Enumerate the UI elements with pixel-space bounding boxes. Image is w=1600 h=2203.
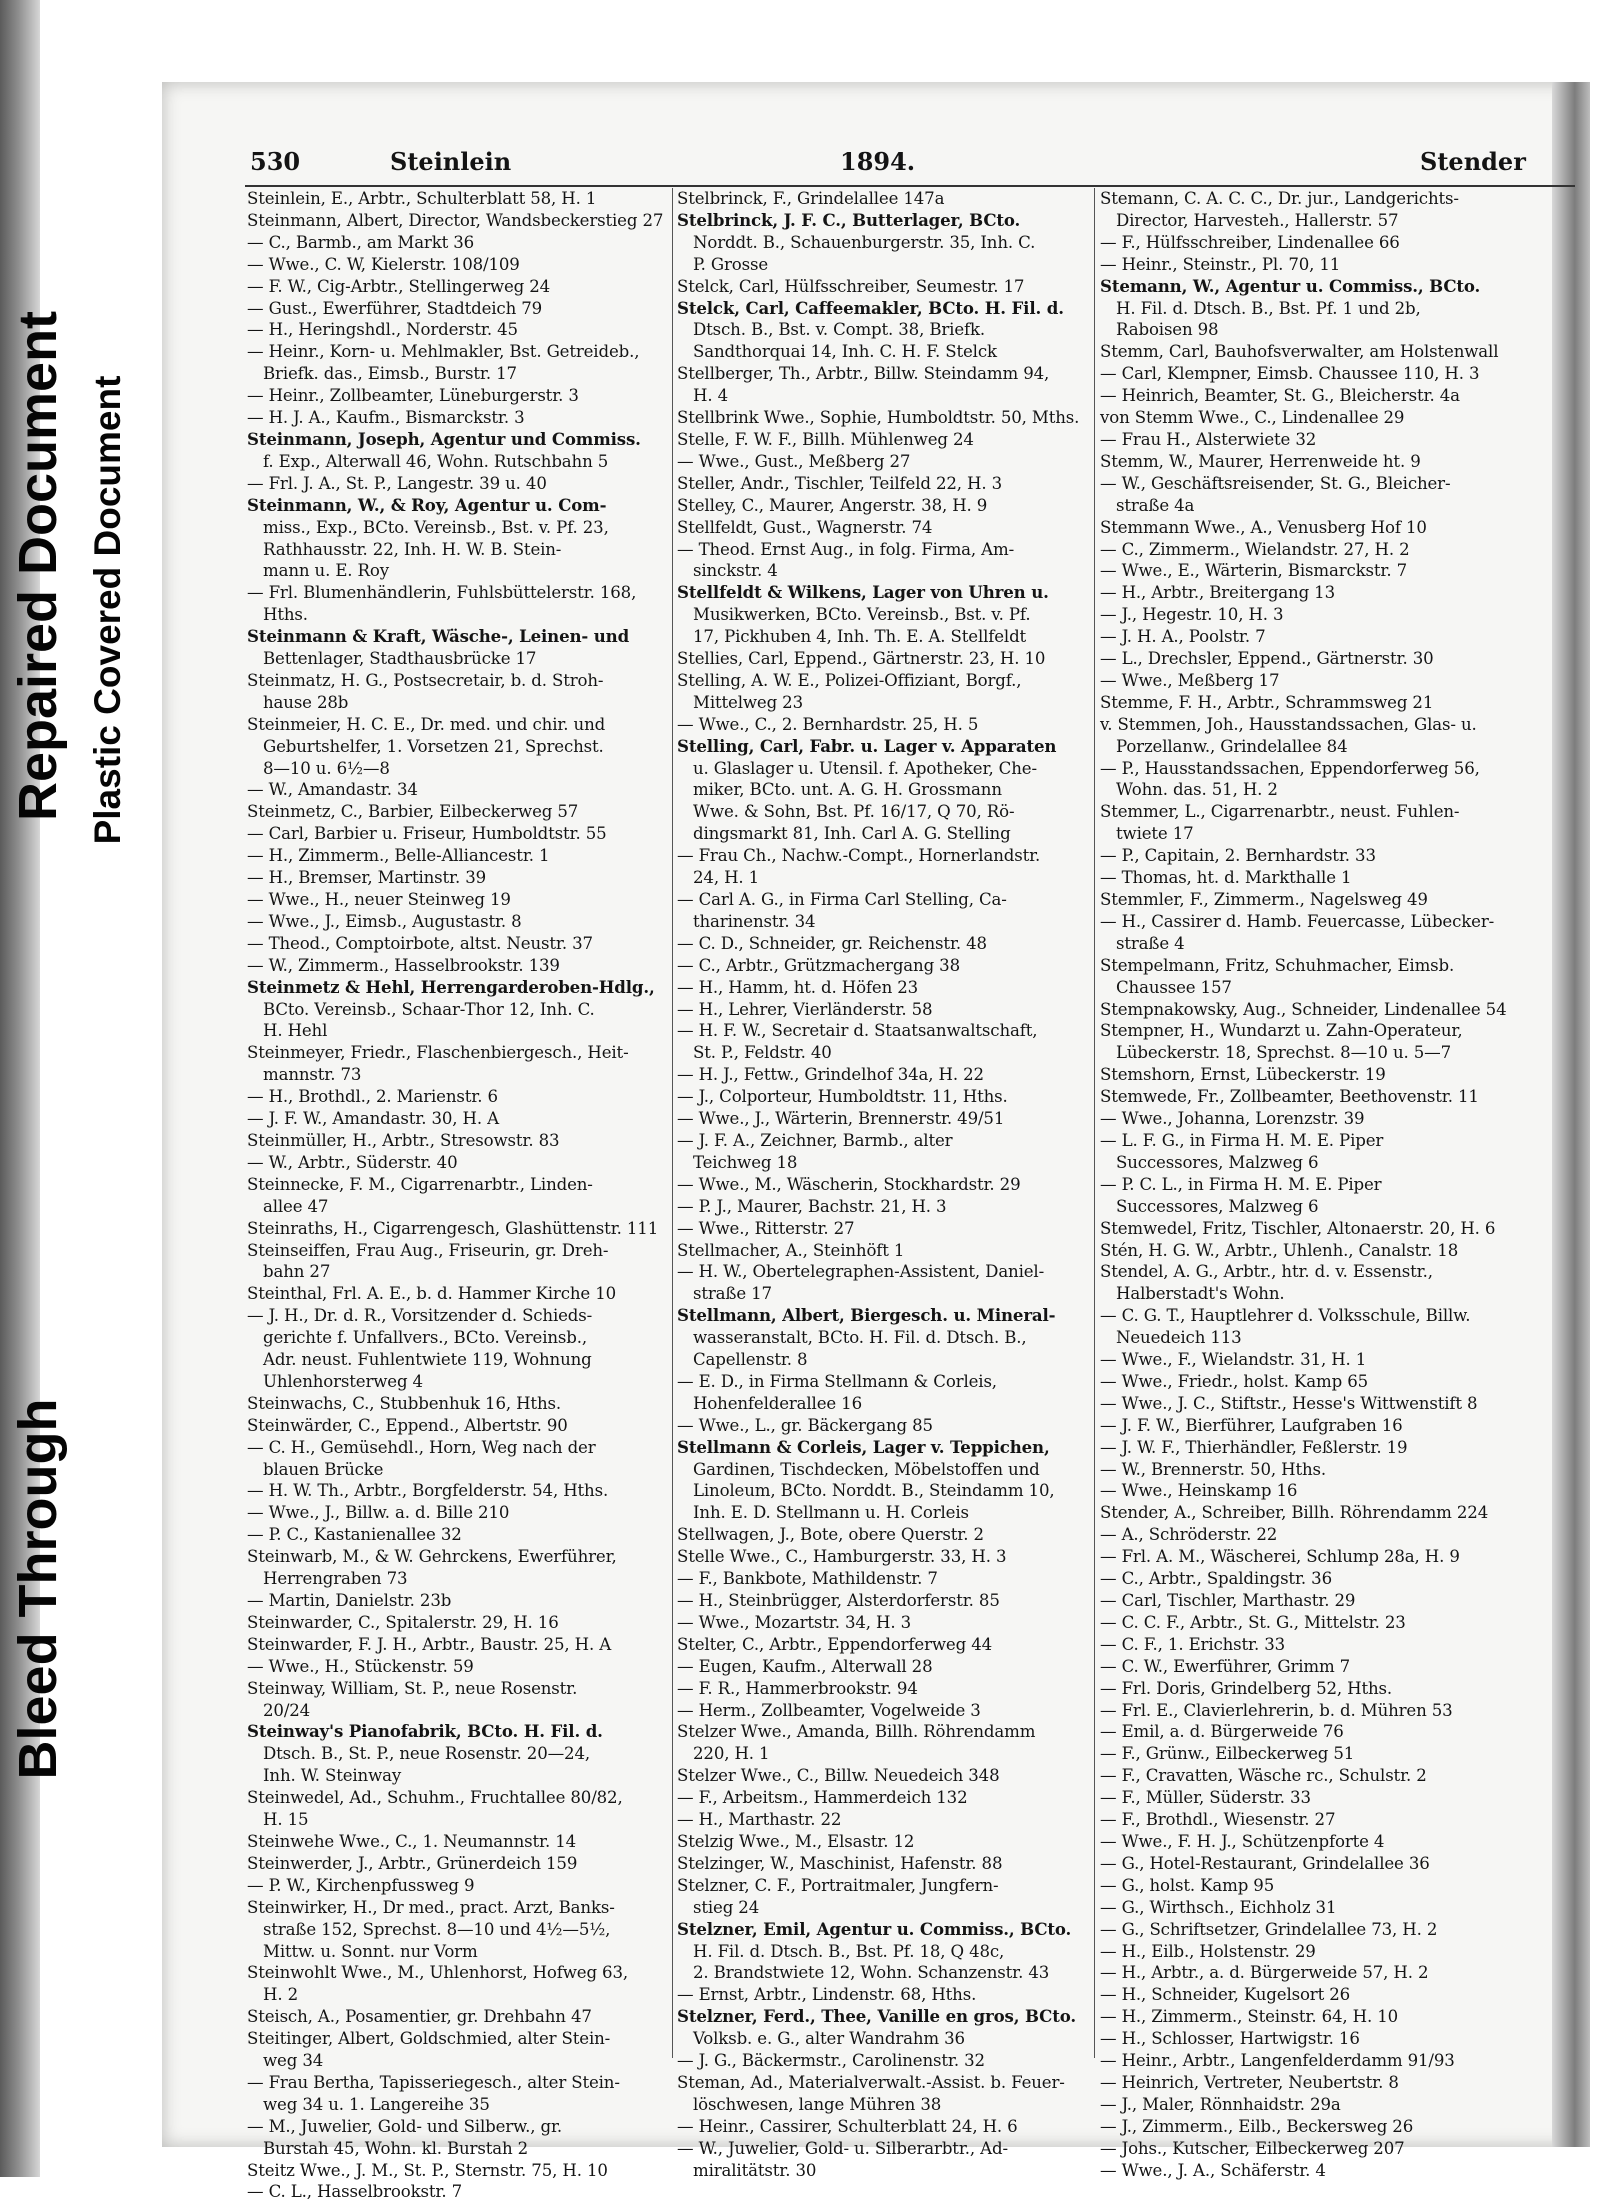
directory-entry-line: — C. H., Gemüsehdl., Horn, Weg nach der bbox=[247, 1437, 596, 1457]
repaired-document-label-box bbox=[0, 0, 75, 2177]
directory-entry-line: — J. H. A., Poolstr. 7 bbox=[1100, 627, 1266, 647]
directory-entry-line: — Frl. A. M., Wäscherei, Schlump 28a, H. 9 bbox=[1100, 1547, 1460, 1567]
directory-entry-line: — W., Geschäftsreisender, St. G., Bleicher- bbox=[1100, 473, 1451, 493]
directory-entry-line: H. Fil. d. Dtsch. B., Bst. Pf. 1 und 2b, bbox=[1116, 298, 1421, 318]
repaired-document-label: Repaired Document bbox=[7, 310, 68, 822]
directory-entry-line: — F., Bankbote, Mathildenstr. 7 bbox=[677, 1569, 938, 1589]
directory-entry-line: straße 152, Sprechst. 8—10 und 4½—5½, bbox=[263, 1919, 611, 1939]
directory-entry-line: BCto. Vereinsb., Schaar-Thor 12, Inh. C. bbox=[263, 999, 595, 1019]
directory-entry-line: — Herm., Zollbeamter, Vogelweide 3 bbox=[677, 1700, 981, 1720]
column-divider bbox=[672, 188, 673, 2058]
directory-entry-line: hause 28b bbox=[263, 692, 349, 712]
side-labels bbox=[0, 0, 150, 2177]
directory-entry-line: — C., Arbtr., Spaldingstr. 36 bbox=[1100, 1569, 1332, 1589]
directory-entry-line: — P. W., Kirchenpfussweg 9 bbox=[247, 1875, 475, 1895]
directory-entry-line: Wohn. das. 51, H. 2 bbox=[1116, 780, 1278, 800]
directory-entry-line: — G., Hotel-Restaurant, Grindelallee 36 bbox=[1100, 1853, 1430, 1873]
directory-entry-line: — P. C., Kastanienallee 32 bbox=[247, 1525, 462, 1545]
directory-entry-line: — E. D., in Firma Stellmann & Corleis, bbox=[677, 1371, 997, 1391]
directory-entry-line: — F., Müller, Süderstr. 33 bbox=[1100, 1788, 1311, 1808]
directory-entry-line: Steinwarder, F. J. H., Arbtr., Baustr. 25, H. A bbox=[247, 1634, 612, 1654]
directory-entry-line: Stelzner, Ferd., Thee, Vanille en gros, BCto. bbox=[677, 2006, 1076, 2027]
directory-entry-line: Dtsch. B., St. P., neue Rosenstr. 20—24, bbox=[263, 1744, 590, 1764]
directory-entry-line: wasseranstalt, BCto. H. Fil. d. Dtsch. B., bbox=[693, 1328, 1027, 1348]
directory-entry-line: — Frau Bertha, Tapisseriegesch., alter Stein- bbox=[247, 2072, 620, 2092]
directory-entry-line: Stelley, C., Maurer, Angerstr. 38, H. 9 bbox=[677, 495, 988, 515]
directory-entry-line: — Wwe., E., Wärterin, Bismarckstr. 7 bbox=[1100, 561, 1408, 581]
directory-entry-line: — L. F. G., in Firma H. M. E. Piper bbox=[1100, 1130, 1384, 1150]
paper-right-edge bbox=[1552, 82, 1590, 2147]
directory-entry-line: — Wwe., J. C., Stiftstr., Hesse's Wittwenstift 8 bbox=[1100, 1393, 1478, 1413]
directory-entry-line: Stempner, H., Wundarzt u. Zahn-Operateur, bbox=[1100, 1021, 1463, 1041]
directory-entry-line: — Wwe., Gust., Meßberg 27 bbox=[677, 451, 911, 471]
directory-entry-line: — C., Arbtr., Grützmachergang 38 bbox=[677, 955, 960, 975]
directory-entry-line: — Heinr., Korn- u. Mehlmakler, Bst. Getreideb., bbox=[247, 342, 640, 362]
directory-entry-line: Steinnecke, F. M., Cigarrenarbtr., Linden- bbox=[247, 1174, 593, 1194]
directory-entry-line: — H., Eilb., Holstenstr. 29 bbox=[1100, 1941, 1316, 1961]
directory-entry-line: — J. F. W., Bierführer, Laufgraben 16 bbox=[1100, 1415, 1403, 1435]
directory-entry-line: H. Hehl bbox=[263, 1021, 328, 1041]
directory-entry-line: Uhlenhorsterweg 4 bbox=[263, 1371, 423, 1391]
directory-entry-line: — Frau Ch., Nachw.-Compt., Hornerlandstr. bbox=[677, 846, 1041, 866]
directory-entry-line: Stelck, Carl, Caffeemakler, BCto. H. Fil. d. bbox=[677, 297, 1064, 318]
directory-entry-line: Steinmann, W., & Roy, Agentur u. Com- bbox=[247, 494, 607, 515]
directory-entry-line: — Carl A. G., in Firma Carl Stelling, Ca- bbox=[677, 890, 1007, 909]
directory-entry-line: — W., Juwelier, Gold- u. Silberarbtr., Ad- bbox=[677, 2138, 1008, 2158]
directory-entry-line: Stellies, Carl, Eppend., Gärtnerstr. 23, H. 10 bbox=[677, 649, 1046, 669]
directory-entry-line: — Heinr., Zollbeamter, Lüneburgerstr. 3 bbox=[247, 386, 579, 406]
directory-entry-line: — Heinr., Steinstr., Pl. 70, 11 bbox=[1100, 254, 1341, 274]
directory-entry-line: sinckstr. 4 bbox=[693, 561, 778, 581]
directory-entry-line: Stellmacher, A., Steinhöft 1 bbox=[677, 1240, 905, 1260]
directory-entry-line: — Frl. Doris, Grindelberg 52, Hths. bbox=[1100, 1678, 1393, 1698]
directory-entry-line: blauen Brücke bbox=[263, 1459, 384, 1479]
directory-entry-line: Rathhausstr. 22, Inh. H. W. B. Stein- bbox=[263, 539, 562, 559]
directory-entry-line: — H. W. Th., Arbtr., Borgfelderstr. 54, Hths. bbox=[247, 1481, 609, 1501]
directory-entry-line: — F., Brothdl., Wiesenstr. 27 bbox=[1100, 1810, 1336, 1830]
directory-entry-line: tharinenstr. 34 bbox=[693, 911, 816, 931]
directory-entry-line: Steinmetz, C., Barbier, Eilbeckerweg 57 bbox=[247, 802, 579, 822]
column-divider bbox=[1094, 188, 1095, 2058]
directory-entry-line: — H., Arbtr., a. d. Bürgerweide 57, H. 2 bbox=[1100, 1963, 1429, 1983]
directory-entry-line: Steitz Wwe., J. M., St. P., Sternstr. 75, H. 10 bbox=[247, 2160, 608, 2180]
plastic-covered-label: Plastic Covered Document bbox=[86, 375, 128, 844]
directory-entry-line: Stelck, Carl, Hülfsschreiber, Seumestr. 17 bbox=[677, 276, 1025, 296]
directory-entry-line: Lübeckerstr. 18, Sprechst. 8—10 u. 5—7 bbox=[1116, 1043, 1451, 1063]
directory-entry-line: — F., Grünw., Eilbeckerweg 51 bbox=[1100, 1744, 1355, 1764]
directory-entry-line: Chaussee 157 bbox=[1116, 977, 1232, 997]
column-right bbox=[1100, 188, 1520, 2180]
directory-entry-line: St. P., Feldstr. 40 bbox=[693, 1043, 832, 1063]
directory-entry-line: Stelle Wwe., C., Hamburgerstr. 33, H. 3 bbox=[677, 1547, 1007, 1567]
directory-entry-line: Stemwedel, Fritz, Tischler, Altonaerstr. 20, H. 6 bbox=[1100, 1218, 1496, 1238]
directory-entry-line: Stemmer, L., Cigarrenarbtr., neust. Fuhlen- bbox=[1100, 802, 1460, 822]
header-left-word: Steinlein bbox=[390, 147, 512, 176]
directory-entry-line: Inh. E. D. Stellmann u. H. Corleis bbox=[693, 1503, 969, 1523]
directory-entry-line: Steinthal, Frl. A. E., b. d. Hammer Kirche 10 bbox=[247, 1284, 617, 1304]
directory-entry-line: — G., Schriftsetzer, Grindelallee 73, H. 2 bbox=[1100, 1919, 1438, 1939]
directory-entry-line: Wwe. & Sohn, Bst. Pf. 16/17, Q 70, Rö- bbox=[693, 802, 1015, 822]
directory-entry-line: — H., Schlosser, Hartwigstr. 16 bbox=[1100, 2029, 1360, 2049]
directory-entry-line: — C. G. T., Hauptlehrer d. Volksschule, Billw. bbox=[1100, 1306, 1471, 1326]
directory-entry-line: Stemme, F. H., Arbtr., Schrammsweg 21 bbox=[1100, 692, 1434, 712]
directory-entry-line: Stelzner, C. F., Portraitmaler, Jungfern- bbox=[677, 1875, 999, 1895]
directory-entry-line: — H., Hamm, ht. d. Höfen 23 bbox=[677, 977, 919, 997]
directory-entry-line: — Wwe., C., 2. Bernhardstr. 25, H. 5 bbox=[677, 714, 979, 734]
directory-entry-line: 220, H. 1 bbox=[693, 1744, 770, 1764]
directory-entry-line: Steinseiffen, Frau Aug., Friseurin, gr. Dreh- bbox=[247, 1240, 609, 1260]
directory-entry-line: allee 47 bbox=[263, 1196, 329, 1216]
directory-entry-line: Director, Harvesteh., Hallerstr. 57 bbox=[1116, 210, 1399, 230]
directory-entry-line: — H. F. W., Secretair d. Staatsanwaltschaft, bbox=[677, 1021, 1038, 1041]
directory-entry-line: Steinwedel, Ad., Schuhm., Fruchtallee 80/82, bbox=[247, 1788, 623, 1808]
directory-entry-line: Steinwerder, J., Arbtr., Grünerdeich 159 bbox=[247, 1853, 578, 1873]
directory-entry-line: 20/24 bbox=[263, 1700, 311, 1720]
directory-entry-line: — H. J. A., Kaufm., Bismarckstr. 3 bbox=[247, 408, 525, 428]
directory-entry-line: Steinlein, E., Arbtr., Schulterblatt 58, H. 1 bbox=[247, 189, 597, 208]
directory-entry-line: Steinmüller, H., Arbtr., Stresowstr. 83 bbox=[247, 1130, 560, 1150]
directory-entry-line: Sandthorquai 14, Inh. C. H. F. Stelck bbox=[693, 342, 997, 362]
directory-entry-line: — A., Schröderstr. 22 bbox=[1100, 1525, 1278, 1545]
directory-entry-line: Raboisen 98 bbox=[1116, 320, 1219, 340]
directory-entry-line: Steinmann, Albert, Director, Wandsbeckerstieg 27 bbox=[247, 210, 664, 230]
directory-entry-line: — Frl. J. A., St. P., Langestr. 39 u. 40 bbox=[247, 473, 547, 493]
directory-entry-line: — F., Hülfsschreiber, Lindenallee 66 bbox=[1100, 232, 1400, 252]
directory-entry-line: — Heinr., Arbtr., Langenfelderdamm 91/93 bbox=[1100, 2051, 1455, 2071]
directory-entry-line: — H., Arbtr., Breitergang 13 bbox=[1100, 583, 1335, 603]
directory-entry-line: Stellberger, Th., Arbtr., Billw. Steindamm 94, bbox=[677, 364, 1050, 384]
directory-entry-line: v. Stemmen, Joh., Hausstandssachen, Glas- u. bbox=[1100, 714, 1477, 734]
directory-entry-line: Halberstadt's Wohn. bbox=[1116, 1284, 1285, 1304]
directory-entry-line: — W., Arbtr., Süderstr. 40 bbox=[247, 1152, 458, 1172]
directory-entry-line: — F., Arbeitsm., Hammerdeich 132 bbox=[677, 1788, 968, 1808]
directory-entry-line: — H., Heringshdl., Norderstr. 45 bbox=[247, 320, 518, 340]
directory-entry-line: — W., Brennerstr. 50, Hths. bbox=[1100, 1459, 1326, 1479]
directory-entry-line: Stemshorn, Ernst, Lübeckerstr. 19 bbox=[1100, 1065, 1386, 1085]
directory-entry-line: Stemmann Wwe., A., Venusberg Hof 10 bbox=[1100, 517, 1427, 537]
directory-entry-line: — F., Cravatten, Wäsche rc., Schulstr. 2 bbox=[1100, 1766, 1427, 1786]
directory-entry-line: H. Fil. d. Dtsch. B., Bst. Pf. 18, Q 48c, bbox=[693, 1941, 1005, 1961]
directory-entry-line: dingsmarkt 81, Inh. Carl A. G. Stelling bbox=[693, 824, 1011, 844]
page-header bbox=[250, 147, 1575, 183]
directory-entry-line: Steinmatz, H. G., Postsecretair, b. d. Stroh- bbox=[247, 670, 604, 690]
directory-entry-line: Stempelmann, Fritz, Schuhmacher, Eimsb. bbox=[1100, 955, 1455, 975]
directory-entry-line: — H., Brothdl., 2. Marienstr. 6 bbox=[247, 1087, 498, 1107]
directory-entry-line: 24, H. 1 bbox=[693, 868, 760, 888]
directory-entry-line: Steinwirker, H., Dr med., pract. Arzt, Banks- bbox=[247, 1897, 615, 1917]
directory-entry-line: H. 15 bbox=[263, 1810, 309, 1830]
directory-entry-line: — P. J., Maurer, Bachstr. 21, H. 3 bbox=[677, 1196, 947, 1216]
directory-entry-line: Steinmann, Joseph, Agentur und Commiss. bbox=[247, 428, 641, 449]
directory-entry-line: Stén, H. G. W., Arbtr., Uhlenh., Canalstr. 18 bbox=[1100, 1240, 1459, 1260]
directory-entry-line: — Wwe., Friedr., holst. Kamp 65 bbox=[1100, 1371, 1369, 1391]
directory-entry-line: Stelzer Wwe., C., Billw. Neuedeich 348 bbox=[677, 1766, 1000, 1786]
directory-entry-line: — Wwe., C. W, Kielerstr. 108/109 bbox=[247, 254, 520, 274]
directory-entry-line: — J. F. A., Zeichner, Barmb., alter bbox=[677, 1130, 953, 1150]
directory-entry-line: Burstah 45, Wohn. kl. Burstah 2 bbox=[263, 2138, 529, 2158]
directory-entry-line: weg 34 bbox=[263, 2051, 324, 2071]
directory-entry-line: H. 2 bbox=[263, 1985, 298, 2005]
directory-entry-line: — M., Juwelier, Gold- und Silberw., gr. bbox=[247, 2116, 563, 2136]
directory-entry-line: Stendel, A. G., Arbtr., htr. d. v. Essenstr., bbox=[1100, 1262, 1433, 1282]
directory-entry-line: u. Glaslager u. Utensil. f. Apotheker, Che- bbox=[693, 758, 1037, 778]
directory-entry-line: Stellwagen, J., Bote, obere Querstr. 2 bbox=[677, 1525, 984, 1545]
directory-entry-line: — Frau H., Alsterwiete 32 bbox=[1100, 429, 1317, 449]
directory-entry-line: Steman, Ad., Materialverwalt.-Assist. b. Feuer- bbox=[677, 2072, 1065, 2092]
directory-entry-line: Stellfeldt, Gust., Wagnerstr. 74 bbox=[677, 517, 933, 537]
directory-entry-line: Herrengraben 73 bbox=[263, 1569, 408, 1589]
directory-entry-line: gerichte f. Unfallvers., BCto. Vereinsb., bbox=[263, 1328, 587, 1348]
directory-entry-line: Steinmann & Kraft, Wäsche-, Leinen- und bbox=[247, 626, 630, 647]
directory-entry-line: — Wwe., M., Wäscherin, Stockhardstr. 29 bbox=[677, 1174, 1021, 1194]
directory-entry-line: P. Grosse bbox=[693, 254, 769, 274]
directory-entry-line: — Emil, a. d. Bürgerweide 76 bbox=[1100, 1722, 1344, 1742]
directory-entry-line: — J., Hegestr. 10, H. 3 bbox=[1100, 605, 1284, 625]
directory-entry-line: weg 34 u. 1. Langereihe 35 bbox=[263, 2094, 490, 2114]
directory-entry-line: H. 4 bbox=[693, 386, 728, 406]
directory-entry-line: Stelling, A. W. E., Polizei-Offiziant, Borgf., bbox=[677, 670, 1022, 690]
directory-entry-line: straße 17 bbox=[693, 1284, 772, 1304]
directory-entry-line: — J. F. W., Amandastr. 30, H. A bbox=[247, 1109, 499, 1129]
directory-entry-line: — W., Amandastr. 34 bbox=[247, 780, 418, 800]
directory-entry-line: — Heinrich, Vertreter, Neubertstr. 8 bbox=[1100, 2072, 1399, 2092]
directory-entry-line: — G., Wirthsch., Eichholz 31 bbox=[1100, 1897, 1337, 1917]
directory-entry-line: Stellmann, Albert, Biergesch. u. Mineral- bbox=[677, 1305, 1056, 1326]
directory-entry-line: Stelzner, Emil, Agentur u. Commiss., BCto. bbox=[677, 1918, 1072, 1939]
directory-entry-line: — Wwe., H., neuer Steinweg 19 bbox=[247, 890, 511, 909]
directory-entry-line: Stelbrinck, J. F. C., Butterlager, BCto. bbox=[677, 209, 1021, 230]
directory-entry-line: Steinwarb, M., & W. Gehrckens, Ewerführer, bbox=[247, 1547, 617, 1567]
directory-entry-line: — H., Steinbrügger, Alsterdorferstr. 85 bbox=[677, 1591, 1000, 1610]
directory-entry-line: — C. F., 1. Erichstr. 33 bbox=[1100, 1634, 1286, 1654]
directory-entry-line: Stelzinger, W., Maschinist, Hafenstr. 88 bbox=[677, 1853, 1003, 1873]
directory-entry-line: 2. Brandstwiete 12, Wohn. Schanzenstr. 43 bbox=[693, 1963, 1050, 1983]
directory-entry-line: straße 4 bbox=[1116, 933, 1185, 953]
bleed-through-label: Bleed Through bbox=[7, 1398, 68, 1780]
directory-entry-line: — H., Schneider, Kugelsort 26 bbox=[1100, 1985, 1351, 2005]
directory-entry-line: — Heinr., Cassirer, Schulterblatt 24, H. 6 bbox=[677, 2116, 1018, 2136]
directory-entry-line: — Wwe., L., gr. Bäckergang 85 bbox=[677, 1415, 933, 1435]
directory-entry-line: — Ernst, Arbtr., Lindenstr. 68, Hths. bbox=[677, 1985, 977, 2005]
directory-entry-line: Stemwede, Fr., Zollbeamter, Beethovenstr. 11 bbox=[1100, 1087, 1479, 1107]
directory-entry-line: Stemann, C. A. C. C., Dr. jur., Landgerichts- bbox=[1100, 189, 1459, 208]
directory-entry-line: Steinraths, H., Cigarrengesch, Glashüttenstr. 111 bbox=[247, 1218, 659, 1238]
directory-entry-line: Stellmann & Corleis, Lager v. Teppichen, bbox=[677, 1436, 1050, 1457]
directory-entry-line: — H. J., Fettw., Grindelhof 34a, H. 22 bbox=[677, 1065, 984, 1085]
directory-entry-line: — Wwe., H., Stückenstr. 59 bbox=[247, 1656, 474, 1676]
directory-entry-line: miss., Exp., BCto. Vereinsb., Bst. v. Pf. 23, bbox=[263, 517, 609, 537]
directory-entry-line: Steinway's Pianofabrik, BCto. H. Fil. d. bbox=[247, 1721, 603, 1742]
directory-entry-line: — C. D., Schneider, gr. Reichenstr. 48 bbox=[677, 933, 987, 953]
directory-entry-line: Steinwarder, C., Spitalerstr. 29, H. 16 bbox=[247, 1612, 559, 1632]
directory-entry-line: — Theod. Ernst Aug., in folg. Firma, Am- bbox=[677, 539, 1015, 559]
directory-entry-line: Steitinger, Albert, Goldschmied, alter Stein- bbox=[247, 2029, 611, 2049]
directory-entry-line: — Wwe., Mozartstr. 34, H. 3 bbox=[677, 1612, 912, 1632]
directory-entry-line: Stelter, C., Arbtr., Eppendorferweg 44 bbox=[677, 1634, 993, 1654]
directory-entry-line: — P. C. L., in Firma H. M. E. Piper bbox=[1100, 1174, 1382, 1194]
directory-entry-line: Steisch, A., Posamentier, gr. Drehbahn 47 bbox=[247, 2007, 592, 2027]
directory-entry-line: — Wwe., J., Wärterin, Brennerstr. 49/51 bbox=[677, 1109, 1005, 1129]
header-rule bbox=[245, 185, 1575, 187]
directory-entry-line: — J., Colporteur, Humboldtstr. 11, Hths. bbox=[677, 1087, 1008, 1107]
directory-entry-line: — C., Zimmerm., Wielandstr. 27, H. 2 bbox=[1100, 539, 1410, 559]
directory-entry-line: von Stemm Wwe., C., Lindenallee 29 bbox=[1100, 408, 1405, 428]
directory-entry-line: — J. W. F., Thierhändler, Feßlerstr. 19 bbox=[1100, 1437, 1408, 1457]
directory-entry-line: Steinwohlt Wwe., M., Uhlenhorst, Hofweg 63, bbox=[247, 1963, 628, 1983]
directory-entry-line: Linoleum, BCto. Norddt. B., Steindamm 10, bbox=[693, 1481, 1055, 1501]
directory-entry-line: — Wwe., J., Billw. a. d. Bille 210 bbox=[247, 1503, 510, 1523]
directory-entry-line: — L., Drechsler, Eppend., Gärtnerstr. 30 bbox=[1100, 649, 1434, 669]
directory-entry-line: Steller, Andr., Tischler, Teilfeld 22, H. 3 bbox=[677, 473, 1003, 493]
directory-entry-line: Briefk. das., Eimsb., Burstr. 17 bbox=[263, 364, 517, 384]
directory-entry-line: Musikwerken, BCto. Vereinsb., Bst. v. Pf. bbox=[693, 605, 1031, 625]
directory-entry-line: — C., Barmb., am Markt 36 bbox=[247, 232, 475, 252]
directory-entry-line: — Carl, Klempner, Eimsb. Chaussee 110, H. 3 bbox=[1100, 364, 1480, 384]
directory-entry-line: Capellenstr. 8 bbox=[693, 1350, 808, 1370]
directory-entry-line: 17, Pickhuben 4, Inh. Th. E. A. Stellfeldt bbox=[693, 627, 1027, 647]
directory-entry-line: — J. H., Dr. d. R., Vorsitzender d. Schieds- bbox=[247, 1306, 593, 1326]
directory-entry-line: Stemann, W., Agentur u. Commiss., BCto. bbox=[1100, 275, 1481, 296]
directory-entry-line: — Johs., Kutscher, Eilbeckerweg 207 bbox=[1100, 2138, 1405, 2158]
directory-entry-line: — J., Zimmerm., Eilb., Beckersweg 26 bbox=[1100, 2116, 1414, 2136]
directory-entry-line: mann u. E. Roy bbox=[263, 561, 389, 581]
directory-entry-line: — J. G., Bäckermstr., Carolinenstr. 32 bbox=[677, 2051, 985, 2071]
directory-entry-line: Stellfeldt & Wilkens, Lager von Uhren u. bbox=[677, 582, 1049, 603]
directory-entry-line: — J., Maler, Rönnhaidstr. 29a bbox=[1100, 2094, 1341, 2114]
directory-entry-line: — H., Zimmerm., Steinstr. 64, H. 10 bbox=[1100, 2007, 1399, 2027]
directory-entry-line: Successores, Malzweg 6 bbox=[1116, 1152, 1319, 1172]
directory-entry-line: — Heinrich, Beamter, St. G., Bleicherstr. 4a bbox=[1100, 386, 1460, 406]
directory-entry-line: — C. C. F., Arbtr., St. G., Mittelstr. 23 bbox=[1100, 1612, 1406, 1632]
directory-entry-line: bahn 27 bbox=[263, 1262, 331, 1282]
directory-entry-line: Stelbrinck, F., Grindelallee 147a bbox=[677, 189, 945, 208]
directory-entry-line: Stemm, W., Maurer, Herrenweide ht. 9 bbox=[1100, 451, 1421, 471]
directory-entry-line: — Wwe., Heinskamp 16 bbox=[1100, 1481, 1298, 1501]
header-year: 1894. bbox=[840, 147, 916, 176]
directory-entry-line: Stelzer Wwe., Amanda, Billh. Röhrendamm bbox=[677, 1722, 1036, 1742]
directory-entry-line: f. Exp., Alterwall 46, Wohn. Rutschbahn 5 bbox=[263, 451, 609, 471]
directory-entry-line: — Wwe., Johanna, Lorenzstr. 39 bbox=[1100, 1109, 1365, 1129]
directory-entry-line: Mittelweg 23 bbox=[693, 692, 803, 712]
directory-entry-line: Adr. neust. Fuhlentwiete 119, Wohnung bbox=[263, 1350, 592, 1370]
directory-entry-line: — Gust., Ewerführer, Stadtdeich 79 bbox=[247, 298, 543, 318]
directory-entry-line: Norddt. B., Schauenburgerstr. 35, Inh. C. bbox=[693, 232, 1036, 252]
directory-entry-line: Stelle, F. W. F., Billh. Mühlenweg 24 bbox=[677, 429, 974, 449]
plastic-covered-label-box bbox=[70, 0, 145, 2177]
directory-entry-line: Stelzig Wwe., M., Elsastr. 12 bbox=[677, 1831, 915, 1851]
directory-entry-line: Volksb. e. G., alter Wandrahm 36 bbox=[693, 2029, 965, 2049]
directory-entry-line: Dtsch. B., Bst. v. Compt. 38, Briefk. bbox=[693, 320, 986, 340]
directory-entry-line: — Thomas, ht. d. Markthalle 1 bbox=[1100, 868, 1352, 888]
directory-entry-line: 8—10 u. 6½—8 bbox=[263, 758, 390, 778]
directory-entry-line: straße 4a bbox=[1116, 495, 1195, 515]
directory-entry-line: Teichweg 18 bbox=[693, 1152, 798, 1172]
directory-entry-line: — Carl, Tischler, Marthastr. 29 bbox=[1100, 1591, 1356, 1610]
directory-entry-line: — Wwe., Ritterstr. 27 bbox=[677, 1218, 855, 1238]
directory-entry-line: — H., Lehrer, Vierländerstr. 58 bbox=[677, 999, 933, 1019]
directory-entry-line: Steinmeier, H. C. E., Dr. med. und chir. und bbox=[247, 714, 606, 734]
directory-entry-line: Hths. bbox=[263, 605, 308, 625]
directory-entry-line: — P., Capitain, 2. Bernhardstr. 33 bbox=[1100, 846, 1376, 866]
directory-entry-line: Hohenfelderallee 16 bbox=[693, 1393, 862, 1413]
directory-entry-line: Stelling, Carl, Fabr. u. Lager v. Apparaten bbox=[677, 735, 1057, 756]
directory-entry-line: Stellbrink Wwe., Sophie, Humboldtstr. 50, Mths. bbox=[677, 408, 1080, 428]
directory-entry-line: — G., holst. Kamp 95 bbox=[1100, 1875, 1275, 1895]
directory-entry-line: — Carl, Barbier u. Friseur, Humboldtstr. 55 bbox=[247, 824, 607, 844]
directory-entry-line: — H., Marthastr. 22 bbox=[677, 1810, 842, 1830]
directory-entry-line: — W., Zimmerm., Hasselbrookstr. 139 bbox=[247, 955, 560, 975]
directory-entry-line: miker, BCto. unt. A. G. H. Grossmann bbox=[693, 780, 1002, 800]
directory-entry-line: Steinwärder, C., Eppend., Albertstr. 90 bbox=[247, 1415, 568, 1435]
directory-entry-line: Geburtshelfer, 1. Vorsetzen 21, Sprechst. bbox=[263, 736, 604, 756]
directory-entry-line: — Frl. E., Clavierlehrerin, b. d. Mühren 53 bbox=[1100, 1700, 1453, 1720]
directory-entry-line: — H., Bremser, Martinstr. 39 bbox=[247, 868, 487, 888]
directory-entry-line: Mittw. u. Sonnt. nur Vorm bbox=[263, 1941, 478, 1961]
page-number: 530 bbox=[250, 147, 301, 176]
directory-entry-line: löschwesen, lange Mühren 38 bbox=[693, 2094, 942, 2114]
directory-entry-line: — Wwe., F., Wielandstr. 31, H. 1 bbox=[1100, 1350, 1367, 1370]
directory-entry-line: Stempnakowsky, Aug., Schneider, Lindenallee 54 bbox=[1100, 999, 1507, 1019]
directory-entry-line: — H., Cassirer d. Hamb. Feuercasse, Lübecker- bbox=[1100, 911, 1495, 931]
directory-entry-line: Inh. W. Steinway bbox=[263, 1766, 402, 1786]
directory-entry-line: Steinmetz & Hehl, Herrengarderoben-Hdlg., bbox=[247, 976, 655, 997]
directory-entry-line: — Wwe., F. H. J., Schützenpforte 4 bbox=[1100, 1831, 1385, 1851]
directory-entry-line: Successores, Malzweg 6 bbox=[1116, 1196, 1319, 1216]
directory-entry-line: — C. W., Ewerführer, Grimm 7 bbox=[1100, 1656, 1351, 1676]
directory-entry-line: Steinwachs, C., Stubbenhuk 16, Hths. bbox=[247, 1393, 561, 1413]
directory-entry-line: — H. W., Obertelegraphen-Assistent, Daniel- bbox=[677, 1262, 1045, 1282]
directory-entry-line: — C. L., Hasselbrookstr. 7 bbox=[247, 2182, 462, 2202]
directory-entry-line: miralitätstr. 30 bbox=[693, 2160, 817, 2180]
directory-entry-line: Steinwehe Wwe., C., 1. Neumannstr. 14 bbox=[247, 1831, 577, 1851]
directory-entry-line: twiete 17 bbox=[1116, 824, 1194, 844]
directory-entry-line: — Wwe., J. A., Schäferstr. 4 bbox=[1100, 2160, 1326, 2180]
directory-entry-line: — Martin, Danielstr. 23b bbox=[247, 1591, 452, 1610]
directory-entry-line: — F. R., Hammerbrookstr. 94 bbox=[677, 1678, 918, 1698]
directory-entry-line: Porzellanw., Grindelallee 84 bbox=[1116, 736, 1348, 756]
directory-entry-line: — Frl. Blumenhändlerin, Fuhlsbüttelerstr. 168, bbox=[247, 583, 637, 603]
directory-entry-line: Stemmler, F., Zimmerm., Nagelsweg 49 bbox=[1100, 890, 1428, 909]
directory-entry-line: Neuedeich 113 bbox=[1116, 1328, 1242, 1348]
directory-entry-line: Stender, A., Schreiber, Billh. Röhrendamm 224 bbox=[1100, 1503, 1489, 1523]
directory-entry-line: Steinway, William, St. P., neue Rosenstr. bbox=[247, 1678, 578, 1698]
directory-entry-line: Stemm, Carl, Bauhofsverwalter, am Holstenwall bbox=[1100, 342, 1499, 362]
directory-entry-line: — H., Zimmerm., Belle-Alliancestr. 1 bbox=[247, 846, 550, 866]
directory-entry-line: Gardinen, Tischdecken, Möbelstoffen und bbox=[693, 1459, 1040, 1479]
directory-entry-line: — Wwe., J., Eimsb., Augustastr. 8 bbox=[247, 911, 522, 931]
directory-entry-line: Bettenlager, Stadthausbrücke 17 bbox=[263, 649, 537, 669]
directory-entry-line: mannstr. 73 bbox=[263, 1065, 362, 1085]
column-middle bbox=[677, 188, 1087, 2180]
directory-entry-line: — F. W., Cig-Arbtr., Stellingerweg 24 bbox=[247, 276, 551, 296]
directory-entry-line: Steinmeyer, Friedr., Flaschenbiergesch., Heit- bbox=[247, 1043, 629, 1063]
column-left bbox=[247, 188, 669, 2202]
directory-entry-line: — P., Hausstandssachen, Eppendorferweg 56, bbox=[1100, 758, 1480, 778]
directory-entry-line: — Eugen, Kaufm., Alterwall 28 bbox=[677, 1656, 933, 1676]
directory-entry-line: — Wwe., Meßberg 17 bbox=[1100, 670, 1280, 690]
header-right-word: Stender bbox=[1420, 147, 1526, 176]
directory-entry-line: — Theod., Comptoirbote, altst. Neustr. 37 bbox=[247, 933, 593, 953]
directory-entry-line: stieg 24 bbox=[693, 1897, 760, 1917]
